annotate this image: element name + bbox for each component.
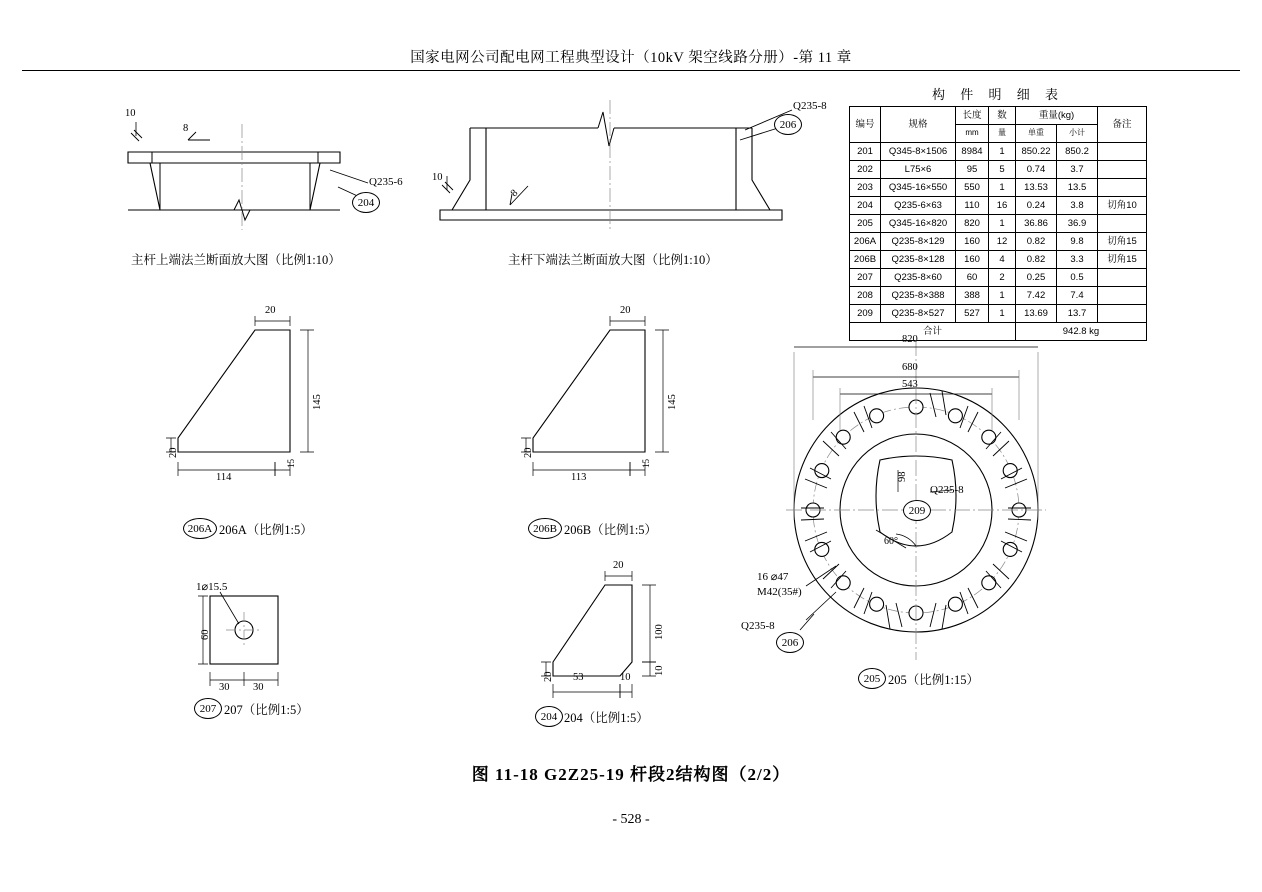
bom-cell-qty: 4 — [989, 251, 1016, 269]
bom-col-qty: 数 — [989, 107, 1016, 125]
bom-cell-len: 550 — [956, 179, 989, 197]
bom-cell-rem: 切角15 — [1098, 233, 1147, 251]
bom-cell-uw: 850.22 — [1016, 143, 1057, 161]
view-caption-206b: 206B（比例1:5） — [564, 523, 658, 537]
dim-205-bolt-circle: 680 — [902, 362, 918, 373]
balloon-204-top-view: 204 — [352, 192, 380, 213]
dim-206a-bottom: 114 — [216, 472, 232, 483]
bom-cell-len: 60 — [956, 269, 989, 287]
dim-206a-bottom-right: 15 — [286, 459, 296, 468]
page-number: - 528 - — [612, 812, 650, 827]
balloon-206-flange: 206 — [776, 632, 804, 653]
bom-cell-spec: Q235-8×60 — [881, 269, 956, 287]
hole-label-207: 1⌀15.5 — [196, 581, 228, 593]
view-caption-bottom-flange: 主杆下端法兰断面放大图（比例1:10） — [508, 253, 718, 267]
bom-cell-no: 202 — [850, 161, 881, 179]
bom-cell-spec: Q235-8×527 — [881, 305, 956, 323]
bom-cell-tw: 13.5 — [1057, 179, 1098, 197]
bom-col-spec: 规格 — [881, 107, 956, 143]
bom-col-length-unit: mm — [956, 125, 989, 143]
bom-cell-uw: 36.86 — [1016, 215, 1057, 233]
figure-caption: 图 11-18 G2Z25-19 杆段2结构图（2/2） — [471, 765, 791, 784]
dim-205-inner: 543 — [902, 379, 918, 390]
view-caption-204: 204（比例1:5） — [564, 711, 649, 725]
bom-cell-uw: 0.82 — [1016, 251, 1057, 269]
dim-204-bottom: 53 — [573, 672, 584, 683]
bom-col-remark: 备注 — [1098, 107, 1147, 143]
bom-cell-qty: 1 — [989, 179, 1016, 197]
bom-cell-len: 160 — [956, 233, 989, 251]
dim-204-right-small: 10 — [654, 665, 665, 676]
dim-207-left: 30 — [219, 682, 230, 693]
dim-206a-top: 20 — [265, 305, 276, 316]
balloon-205: 205 — [858, 668, 886, 689]
dim-bottom-flange-10: 10 — [432, 172, 443, 183]
dim-204-right: 100 — [654, 624, 665, 640]
balloon-206b: 206B — [528, 518, 562, 539]
dim-206b-bottom: 113 — [571, 472, 587, 483]
dim-206b-top: 20 — [620, 305, 631, 316]
view-caption-205: 205（比例1:15） — [888, 673, 979, 687]
balloon-207: 207 — [194, 698, 222, 719]
bom-cell-len: 820 — [956, 215, 989, 233]
bom-cell-no: 204 — [850, 197, 881, 215]
bom-cell-len: 527 — [956, 305, 989, 323]
bom-cell-spec: Q345-8×1506 — [881, 143, 956, 161]
bom-cell-rem: 切角10 — [1098, 197, 1147, 215]
bom-cell-spec: Q235-8×388 — [881, 287, 956, 305]
bom-cell-spec: Q235-8×128 — [881, 251, 956, 269]
bom-cell-qty: 1 — [989, 215, 1016, 233]
bom-cell-qty: 1 — [989, 287, 1016, 305]
bom-cell-qty: 1 — [989, 305, 1016, 323]
bom-col-length: 长度 — [956, 107, 989, 125]
dim-206b-right: 145 — [667, 394, 678, 410]
bom-cell-rem: 切角15 — [1098, 251, 1147, 269]
dim-204-bottom-right: 10 — [620, 672, 631, 683]
bom-cell-tw: 3.3 — [1057, 251, 1098, 269]
bom-col-unit-weight: 单重 — [1016, 125, 1057, 143]
view-caption-206a: 206A（比例1:5） — [219, 523, 313, 537]
bom-cell-tw: 3.8 — [1057, 197, 1098, 215]
view-caption-207: 207（比例1:5） — [224, 703, 309, 717]
material-label-outer-q235-8: Q235-8 — [741, 620, 775, 632]
bom-cell-len: 110 — [956, 197, 989, 215]
dim-top-flange-10: 10 — [125, 108, 136, 119]
dim-206b-left: 20 — [523, 447, 534, 458]
dim-top-flange-8: 8 — [183, 123, 189, 134]
bom-cell-no: 201 — [850, 143, 881, 161]
bom-cell-uw: 13.53 — [1016, 179, 1057, 197]
bom-cell-qty: 2 — [989, 269, 1016, 287]
bom-total-label: 合计 — [850, 323, 1016, 341]
view-caption-top-flange: 主杆上端法兰断面放大图（比例1:10） — [131, 253, 341, 267]
bom-cell-spec: Q345-16×550 — [881, 179, 956, 197]
bom-total-value: 942.8 kg — [1016, 323, 1147, 341]
bom-cell-len: 388 — [956, 287, 989, 305]
bom-cell-no: 203 — [850, 179, 881, 197]
bom-cell-spec: L75×6 — [881, 161, 956, 179]
bom-cell-spec: Q345-16×820 — [881, 215, 956, 233]
bom-cell-uw: 13.69 — [1016, 305, 1057, 323]
bom-cell-qty: 1 — [989, 143, 1016, 161]
dim-206a-left: 20 — [168, 447, 179, 458]
bom-cell-len: 160 — [956, 251, 989, 269]
bom-cell-spec: Q235-6×63 — [881, 197, 956, 215]
bom-cell-tw: 9.8 — [1057, 233, 1098, 251]
material-label-q235-8-bottom: Q235-8 — [793, 100, 827, 112]
dim-205-rib: 98 — [897, 471, 908, 482]
bom-cell-tw: 13.7 — [1057, 305, 1098, 323]
dim-205-angle: 60° — [884, 536, 898, 547]
balloon-206a: 206A — [183, 518, 217, 539]
dim-206b-bottom-right: 15 — [641, 459, 651, 468]
page-header-title: 国家电网公司配电网工程典型设计（10kV 架空线路分册）-第 11 章 — [410, 50, 852, 66]
bom-cell-uw: 0.82 — [1016, 233, 1057, 251]
bolt-note-line1: 16 ⌀47 — [757, 571, 789, 583]
balloon-204: 204 — [535, 706, 563, 727]
bom-col-qty2: 量 — [989, 125, 1016, 143]
bom-cell-no: 205 — [850, 215, 881, 233]
bom-cell-len: 95 — [956, 161, 989, 179]
bom-cell-tw: 0.5 — [1057, 269, 1098, 287]
dim-204-top: 20 — [613, 560, 624, 571]
bom-cell-no: 207 — [850, 269, 881, 287]
bom-col-total-weight: 小计 — [1057, 125, 1098, 143]
bolt-note-line2: M42(35#) — [757, 586, 802, 598]
bom-cell-spec: Q235-8×129 — [881, 233, 956, 251]
bom-col-weight: 重量(kg) — [1016, 107, 1098, 125]
balloon-206-bottom-view: 206 — [774, 114, 802, 135]
bom-col-no: 编号 — [850, 107, 881, 143]
bom-cell-qty: 5 — [989, 161, 1016, 179]
bom-cell-tw: 7.4 — [1057, 287, 1098, 305]
bom-cell-len: 8984 — [956, 143, 989, 161]
bom-cell-tw: 850.2 — [1057, 143, 1098, 161]
material-label-center-q235-8: Q235-8 — [930, 484, 964, 496]
bom-cell-qty: 12 — [989, 233, 1016, 251]
bom-cell-uw: 0.74 — [1016, 161, 1057, 179]
dim-207-right: 30 — [253, 682, 264, 693]
bom-cell-uw: 0.24 — [1016, 197, 1057, 215]
bom-cell-tw: 3.7 — [1057, 161, 1098, 179]
dim-206a-right: 145 — [312, 394, 323, 410]
bom-cell-tw: 36.9 — [1057, 215, 1098, 233]
bom-title: 构 件 明 细 表 — [931, 87, 1064, 102]
bom-cell-no: 206A — [850, 233, 881, 251]
bom-cell-no: 209 — [850, 305, 881, 323]
bom-cell-uw: 7.42 — [1016, 287, 1057, 305]
dim-204-left: 20 — [543, 671, 554, 682]
bom-cell-qty: 16 — [989, 197, 1016, 215]
dim-205-outer: 820 — [902, 334, 918, 345]
dim-207-height: 60 — [200, 629, 211, 640]
balloon-209: 209 — [903, 500, 931, 521]
bom-cell-no: 206B — [850, 251, 881, 269]
bom-cell-uw: 0.25 — [1016, 269, 1057, 287]
material-label-q235-6: Q235-6 — [369, 176, 403, 188]
bom-cell-no: 208 — [850, 287, 881, 305]
dim-bottom-flange-8: 8 — [508, 187, 521, 200]
